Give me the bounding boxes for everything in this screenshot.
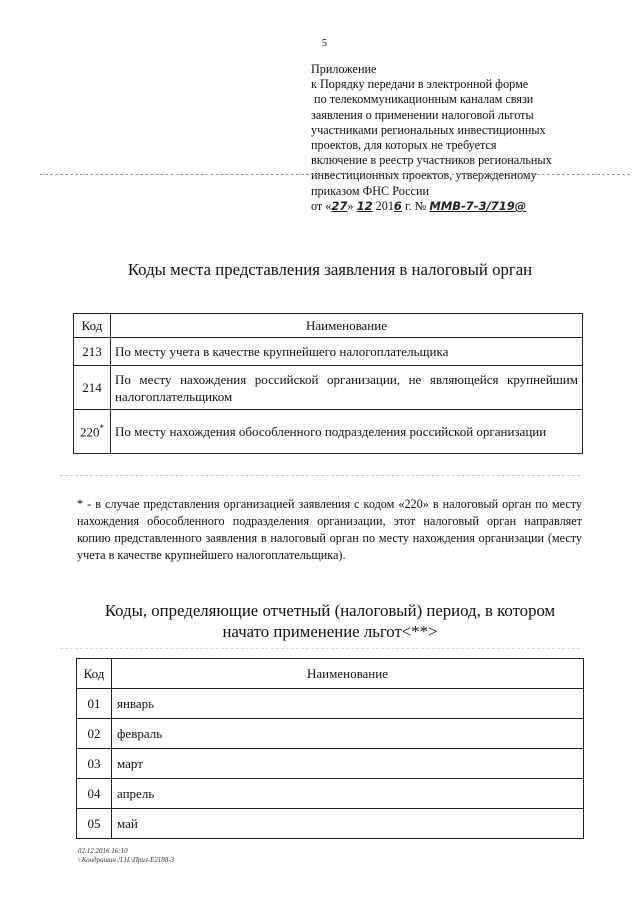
section1-title: Коды места представления заявления в налоговый орган bbox=[127, 260, 533, 279]
footnote-mark: * bbox=[99, 422, 104, 433]
table-row bbox=[74, 410, 583, 454]
row-name: По месту учета в качестве крупнейшего налогоплательщика bbox=[111, 338, 583, 366]
table-row bbox=[77, 809, 584, 839]
handwritten-day: 27 bbox=[331, 198, 348, 213]
appendix-line: Приложение bbox=[311, 62, 377, 76]
period-codes-table bbox=[76, 658, 584, 839]
row-code: 05 bbox=[77, 809, 112, 839]
scan-artifact-line bbox=[60, 648, 580, 649]
scan-artifact-line bbox=[60, 475, 580, 476]
footnote: * - в случае представления организацией заявления с кодом «220» в налоговый орган по месту нахождения обособленного подразделения организации, этот налоговый орган направляет копию представленного заявления в налоговый орган по месту нахождения организации (месту учета в качестве крупнейшего налогоплательщика). bbox=[77, 497, 582, 562]
row-code: 220 bbox=[80, 424, 100, 440]
date-prefix: от « bbox=[311, 198, 332, 213]
stamp-line: \ Кондрашин Л.Н.\Приз-Е2188-3 bbox=[78, 856, 175, 864]
date-separator: » bbox=[347, 198, 357, 213]
row-code: 213 bbox=[74, 338, 111, 366]
header-name: Наименование bbox=[112, 659, 584, 689]
row-name: февраль bbox=[112, 719, 584, 749]
row-code: 214 bbox=[74, 366, 111, 410]
section2-title-line2: начато применение льгот<**> bbox=[222, 622, 438, 641]
table-row bbox=[77, 719, 584, 749]
table-row bbox=[77, 689, 584, 719]
table-row bbox=[74, 366, 583, 410]
row-name: май bbox=[112, 809, 584, 839]
appendix-line: заявления о применении налоговой льготы bbox=[311, 107, 534, 122]
table-row bbox=[74, 338, 583, 366]
appendix-line: к Порядку передачи в электронной форме bbox=[311, 77, 529, 92]
header-name: Наименование bbox=[111, 314, 583, 338]
section2-title bbox=[60, 600, 600, 642]
appendix-line: включение в реестр участников региональных bbox=[311, 153, 552, 168]
row-code-with-mark bbox=[74, 410, 111, 454]
row-name: март bbox=[112, 749, 584, 779]
appendix-line: проектов, для которых не требуется bbox=[311, 138, 497, 153]
row-code: 01 bbox=[77, 689, 112, 719]
place-codes-table bbox=[73, 313, 583, 454]
row-name: По месту нахождения обособленного подразделения российской организации bbox=[111, 410, 583, 454]
appendix-line: по телекоммуникационным каналам связи bbox=[311, 92, 534, 107]
print-stamp bbox=[78, 847, 174, 865]
row-name: По месту нахождения российской организации, не являющейся крупнейшим налогоплательщиком bbox=[111, 366, 583, 410]
handwritten-order-number: ММВ-7-3/719@ bbox=[429, 198, 527, 213]
section2-title-line1: Коды, определяющие отчетный (налоговый) период, в котором bbox=[104, 601, 556, 620]
appendix-line: участниками региональных инвестиционных bbox=[311, 122, 546, 137]
year-prefix: 201 bbox=[372, 198, 394, 213]
handwritten-year-digit: 6 bbox=[393, 198, 402, 213]
number-prefix: г. № bbox=[401, 198, 430, 213]
stamp-line: 02.12.2016 16:10 bbox=[78, 847, 128, 855]
order-date-line bbox=[311, 199, 611, 214]
header-code: Код bbox=[74, 314, 111, 338]
row-code: 04 bbox=[77, 779, 112, 809]
table-row bbox=[77, 779, 584, 809]
appendix-line: приказом ФНС России bbox=[311, 183, 429, 198]
handwritten-month: 12 bbox=[356, 198, 373, 213]
table-row bbox=[77, 749, 584, 779]
row-name: январь bbox=[112, 689, 584, 719]
appendix-header bbox=[311, 62, 611, 214]
appendix-line: инвестиционных проектов, утвержденному bbox=[311, 168, 537, 183]
page-number: 5 bbox=[322, 38, 327, 49]
row-code: 02 bbox=[77, 719, 112, 749]
header-code: Код bbox=[77, 659, 112, 689]
row-code: 03 bbox=[77, 749, 112, 779]
scan-artifact-line bbox=[40, 174, 630, 175]
row-name: апрель bbox=[112, 779, 584, 809]
